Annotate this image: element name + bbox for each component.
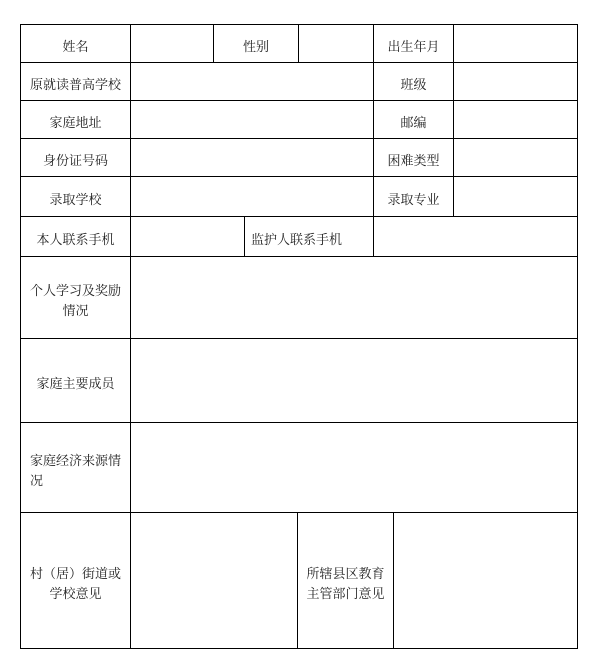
education-dept-opinion-label-line: 主管部门意见 — [306, 587, 385, 602]
birth-date-label: 出生年月 — [373, 24, 454, 63]
community-opinion-label-line: 村（居）街道或 — [29, 567, 121, 582]
birth-date-field[interactable] — [453, 24, 578, 63]
admitted-major-label: 录取专业 — [373, 176, 454, 217]
admitted-major-field[interactable] — [453, 176, 578, 217]
guardian-phone-field[interactable] — [373, 216, 578, 257]
hardship-type-label: 困难类型 — [373, 138, 454, 177]
study-awards-label-line: 个人学习及奖励 — [29, 284, 121, 299]
hardship-type-field[interactable] — [453, 138, 578, 177]
study-awards-field[interactable] — [130, 256, 578, 339]
guardian-phone-label: 监护人联系手机 — [244, 216, 374, 257]
community-opinion-label — [20, 512, 131, 649]
family-income-label-line: 家庭经济来源情 — [29, 454, 121, 469]
home-address-field[interactable] — [130, 100, 374, 139]
family-members-label: 家庭主要成员 — [20, 338, 131, 423]
id-number-field[interactable] — [130, 138, 374, 177]
name-label: 姓名 — [20, 24, 131, 63]
community-opinion-label-line: 学校意见 — [49, 587, 102, 602]
class-field[interactable] — [453, 62, 578, 101]
community-opinion-label-lines — [30, 565, 121, 605]
study-awards-label — [20, 256, 131, 339]
former-school-label: 原就读普高学校 — [20, 62, 131, 101]
education-dept-opinion-label-lines — [306, 565, 384, 605]
education-dept-opinion-field[interactable] — [393, 512, 578, 649]
gender-label: 性别 — [213, 24, 299, 63]
postcode-label: 邮编 — [373, 100, 454, 139]
study-awards-label-line: 情况 — [62, 304, 89, 319]
own-phone-field[interactable] — [130, 216, 245, 257]
family-income-field[interactable] — [130, 422, 578, 513]
community-opinion-field[interactable] — [130, 512, 298, 649]
education-dept-opinion-label — [297, 512, 394, 649]
gender-field[interactable] — [298, 24, 374, 63]
study-awards-label-lines — [30, 282, 121, 322]
education-dept-opinion-label-line: 所辖县区教育 — [306, 567, 385, 582]
own-phone-label: 本人联系手机 — [20, 216, 131, 257]
family-income-label-line: 况 — [29, 474, 43, 489]
admitted-school-label: 录取学校 — [20, 176, 131, 217]
family-members-field[interactable] — [130, 338, 578, 423]
family-income-label-lines — [30, 452, 121, 492]
former-school-field[interactable] — [130, 62, 374, 101]
id-number-label: 身份证号码 — [20, 138, 131, 177]
home-address-label: 家庭地址 — [20, 100, 131, 139]
form-table — [20, 24, 578, 649]
postcode-field[interactable] — [453, 100, 578, 139]
class-label: 班级 — [373, 62, 454, 101]
admitted-school-field[interactable] — [130, 176, 374, 217]
name-field[interactable] — [130, 24, 214, 63]
family-income-label — [20, 422, 131, 513]
